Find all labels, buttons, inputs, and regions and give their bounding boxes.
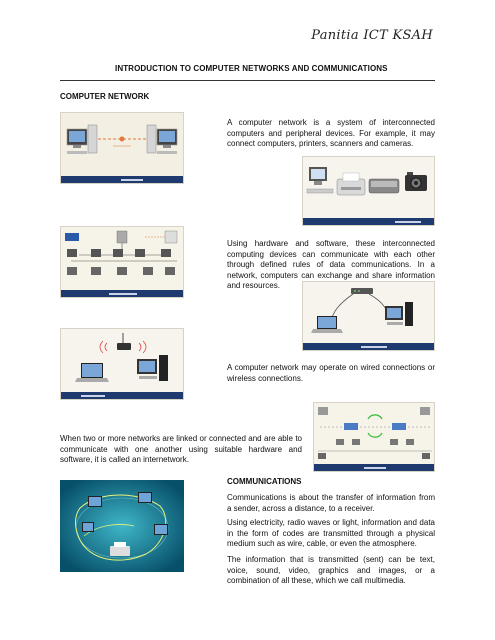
- header-text: Panitia ICT KSAH: [311, 28, 433, 43]
- section-heading-network: COMPUTER NETWORK: [60, 92, 150, 101]
- computer-icon: [88, 496, 102, 507]
- communications-paragraph-1: Communications is about the transfer of information from a sender, across a distance, to a receiver.: [227, 493, 435, 513]
- section-heading-communications: COMMUNICATIONS: [227, 477, 302, 486]
- computer-icon: [138, 492, 152, 503]
- scanner-icon: [369, 179, 399, 193]
- network-paragraph-2: Using hardware and software, these interconnected computing devices can communicate with each other through defined rules of data communications. In a network, computers can exchange and share information and resources.: [227, 239, 435, 290]
- document-title: INTRODUCTION TO COMPUTER NETWORKS AND COMMUNICATIONS: [115, 64, 388, 73]
- image-internetwork: [313, 402, 435, 472]
- image-two-computers: [60, 112, 184, 184]
- communications-paragraph-3: The information that is transmitted (sent) can be text, voice, sound, video, graphics and images, or a combination of all these, which we call multimedia.: [227, 555, 435, 585]
- computer-icon: [154, 524, 168, 535]
- router-icon: [351, 288, 373, 294]
- image-wired-connection: [302, 281, 435, 351]
- image-communications: [60, 480, 184, 572]
- image-wireless-connection: [60, 328, 184, 400]
- image-peripherals: [302, 156, 435, 226]
- network-paragraph-1: A computer network is a system of interconnected computers and peripheral devices. For example, it may connect computers, printers, scanners and cameras.: [227, 118, 435, 148]
- title-rule: [60, 80, 435, 81]
- communications-paragraph-2: Using electricity, radio waves or light, information and data in the form of codes are transmitted through a physical medium such as wire, cable, or even the atmosphere.: [227, 518, 435, 548]
- network-paragraph-4: When two or more networks are linked or connected and are able to communicate with one another using suitable hardware and software, it is called an internetwork.: [60, 434, 302, 464]
- image-network-diagram: [60, 226, 184, 298]
- computer-icon: [82, 522, 94, 532]
- network-paragraph-3: A computer network may operate on wired connections or wireless connections.: [227, 363, 435, 383]
